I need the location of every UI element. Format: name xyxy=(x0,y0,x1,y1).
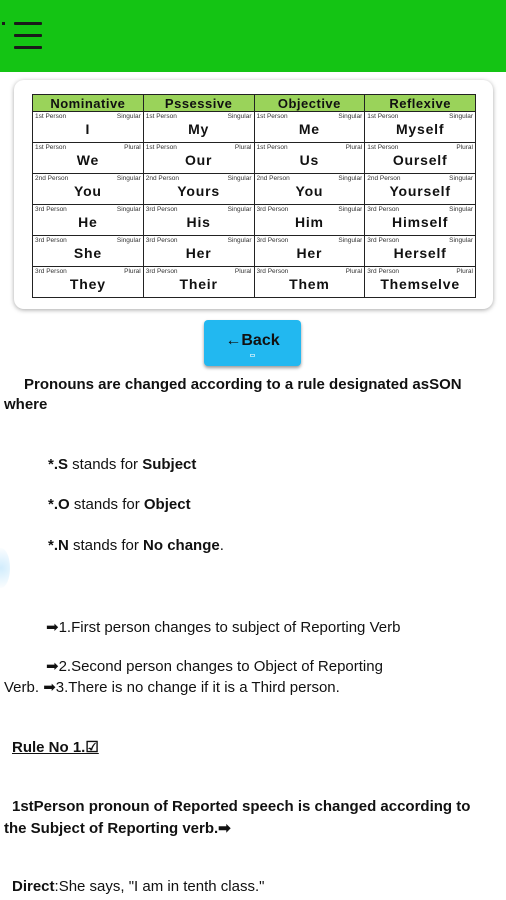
rule-o-prefix: *.O xyxy=(48,496,70,513)
pronoun-cell xyxy=(33,174,144,205)
cell-person-meta xyxy=(257,144,363,152)
cell-person-meta xyxy=(257,113,363,121)
table-row xyxy=(33,236,476,267)
cell-number: Singular xyxy=(338,175,363,182)
cell-person: 1st Person xyxy=(367,113,399,120)
pronoun-cell xyxy=(33,143,144,174)
cell-person-meta xyxy=(367,113,473,121)
cell-person-meta xyxy=(257,237,363,245)
pronoun-cell xyxy=(143,236,254,267)
intro-text-line2: where xyxy=(4,396,48,413)
cell-person: 3rd Person xyxy=(145,206,178,213)
cell-number: Singular xyxy=(338,237,363,244)
cell-pronoun: Himself xyxy=(392,214,449,230)
rule-o-word: Object xyxy=(143,496,191,513)
back-button-label: ←Back xyxy=(225,332,280,349)
cell-person-meta xyxy=(367,206,473,214)
table-header-row xyxy=(33,95,476,112)
cell-pronoun: Themselve xyxy=(380,276,460,292)
cell-person: 2nd Person xyxy=(367,175,401,182)
cell-person: 3rd Person xyxy=(35,237,67,244)
rule-n-prefix: *.N xyxy=(48,537,69,554)
cell-pronoun: We xyxy=(76,152,100,168)
cell-person: 3rd Person xyxy=(256,206,289,213)
cell-person: 2nd Person xyxy=(256,175,290,182)
pronoun-cell xyxy=(33,205,144,236)
cell-pronoun: Us xyxy=(299,152,320,168)
cell-person: 1st Person xyxy=(35,113,67,120)
rule-description-line1: 1stPerson pronoun of Reported speech is changed according to xyxy=(12,798,471,815)
column-header: Nominative xyxy=(33,95,144,112)
cell-number: Singular xyxy=(338,206,363,213)
rule-n-line xyxy=(48,537,224,554)
cell-number: Singular xyxy=(449,113,473,120)
pronoun-cell xyxy=(143,174,254,205)
cell-person-meta xyxy=(146,206,252,214)
cell-number: Singular xyxy=(116,237,141,244)
edge-glow xyxy=(0,548,10,588)
cell-pronoun: Them xyxy=(289,276,330,292)
cell-pronoun: He xyxy=(78,214,98,230)
pronoun-cell xyxy=(254,112,365,143)
pronoun-cell xyxy=(254,236,365,267)
keyboard-icon: ▭ xyxy=(249,353,256,359)
cell-number: Singular xyxy=(116,206,141,213)
table-row xyxy=(33,267,476,298)
cell-number: Plural xyxy=(345,144,363,151)
cell-pronoun: Herself xyxy=(393,245,447,261)
cell-person-meta xyxy=(35,237,141,245)
cell-pronoun: Yourself xyxy=(389,183,451,199)
cell-number: Singular xyxy=(227,206,252,213)
cell-number: Singular xyxy=(116,175,141,182)
pronoun-cell xyxy=(254,174,365,205)
pronoun-table xyxy=(32,94,476,298)
rule-n-suffix: . xyxy=(219,537,224,554)
rule-s-prefix: *.S xyxy=(48,456,69,473)
menu-dot xyxy=(2,22,5,25)
cell-number: Singular xyxy=(449,206,473,213)
cell-person-meta xyxy=(146,113,252,121)
pronoun-cell xyxy=(143,112,254,143)
pronoun-cell xyxy=(33,236,144,267)
cell-pronoun: His xyxy=(186,214,211,230)
cell-pronoun: Me xyxy=(298,121,320,137)
cell-person-meta xyxy=(35,268,141,276)
cell-pronoun: She xyxy=(73,245,102,261)
cell-pronoun: My xyxy=(188,121,210,137)
rule-n-mid: stands for xyxy=(68,537,144,554)
rule-s-line xyxy=(48,456,196,473)
cell-person: 1st Person xyxy=(367,144,399,151)
pronoun-cell xyxy=(33,112,144,143)
cell-pronoun: You xyxy=(73,183,102,199)
cell-person: 3rd Person xyxy=(256,237,289,244)
cell-person: 2nd Person xyxy=(145,175,179,182)
table-row xyxy=(33,174,476,205)
cell-pronoun: Their xyxy=(179,276,218,292)
cell-number: Plural xyxy=(124,268,141,275)
cell-number: Singular xyxy=(449,237,473,244)
cell-person: 3rd Person xyxy=(35,206,67,213)
cell-number: Singular xyxy=(227,237,252,244)
cell-pronoun: Her xyxy=(185,245,212,261)
cell-person: 3rd Person xyxy=(256,268,289,275)
cell-person-meta xyxy=(367,144,473,152)
cell-number: Singular xyxy=(227,175,252,182)
direct-text: :She says, "I am in tenth class." xyxy=(54,878,265,895)
cell-pronoun: Our xyxy=(184,152,213,168)
cell-pronoun: Her xyxy=(296,245,323,261)
cell-person: 2nd Person xyxy=(35,175,69,182)
cell-number: Plural xyxy=(345,268,363,275)
column-header: Pssessive xyxy=(143,95,254,112)
rule-description-line2: the Subject of Reporting verb.➡ xyxy=(4,820,231,837)
intro-text-line1: Pronouns are changed according to a rule designated asSON xyxy=(24,376,462,393)
cell-number: Plural xyxy=(234,268,252,275)
cell-person-meta xyxy=(146,175,252,183)
cell-number: Plural xyxy=(456,144,473,151)
table-row xyxy=(33,143,476,174)
hamburger-menu-icon[interactable] xyxy=(8,16,44,56)
cell-person-meta xyxy=(35,206,141,214)
cell-person-meta xyxy=(257,175,363,183)
back-button[interactable] xyxy=(204,320,301,366)
rule-o-mid: stands for xyxy=(69,496,144,513)
direct-label: Direct xyxy=(12,878,55,895)
cell-pronoun: Him xyxy=(294,214,324,230)
rule-point-1: ➡1.First person changes to subject of Reporting Verb xyxy=(46,619,401,636)
pronoun-cell xyxy=(143,205,254,236)
rule-s-word: Subject xyxy=(142,456,197,473)
rule-o-line xyxy=(48,496,191,513)
cell-number: Singular xyxy=(116,113,141,120)
cell-pronoun: Myself xyxy=(395,121,445,137)
cell-person: 1st Person xyxy=(256,144,288,151)
cell-person: 1st Person xyxy=(145,144,177,151)
pronoun-cell xyxy=(254,267,365,298)
rule-point-3: Verb. ➡3.There is no change if it is a Third person. xyxy=(4,679,340,696)
cell-number: Plural xyxy=(456,268,473,275)
cell-pronoun: Yours xyxy=(177,183,220,199)
cell-person: 1st Person xyxy=(145,113,177,120)
pronoun-cell xyxy=(143,267,254,298)
pronoun-cell xyxy=(365,236,476,267)
cell-person: 3rd Person xyxy=(367,268,400,275)
cell-person-meta xyxy=(257,268,363,276)
cell-person-meta xyxy=(146,144,252,152)
cell-number: Singular xyxy=(449,175,473,182)
pronoun-cell xyxy=(143,143,254,174)
cell-person: 1st Person xyxy=(256,113,288,120)
cell-person-meta xyxy=(367,268,473,276)
pronoun-cell xyxy=(365,205,476,236)
cell-person: 1st Person xyxy=(35,144,67,151)
pronoun-cell xyxy=(365,267,476,298)
pronoun-cell xyxy=(365,143,476,174)
cell-person-meta xyxy=(146,237,252,245)
table-row xyxy=(33,112,476,143)
direct-example xyxy=(12,878,264,895)
cell-person: 3rd Person xyxy=(367,237,400,244)
rule-s-mid: stands for xyxy=(68,456,143,473)
cell-pronoun: You xyxy=(295,183,324,199)
cell-number: Singular xyxy=(338,113,363,120)
cell-person-meta xyxy=(257,206,363,214)
cell-person: 3rd Person xyxy=(145,237,178,244)
cell-number: Singular xyxy=(227,113,252,120)
cell-person-meta xyxy=(35,144,141,152)
cell-pronoun: Ourself xyxy=(392,152,448,168)
cell-person-meta xyxy=(367,175,473,183)
pronoun-cell xyxy=(33,267,144,298)
cell-person: 3rd Person xyxy=(35,268,67,275)
column-header: Objective xyxy=(254,95,365,112)
table-row xyxy=(33,205,476,236)
cell-number: Plural xyxy=(124,144,141,151)
cell-pronoun: I xyxy=(85,121,91,137)
cell-person: 3rd Person xyxy=(367,206,400,213)
cell-number: Plural xyxy=(234,144,252,151)
rule-title: Rule No 1.☑ xyxy=(12,739,99,756)
column-header: Reflexive xyxy=(365,95,476,112)
cell-person-meta xyxy=(367,237,473,245)
rule-n-word: No change xyxy=(143,537,220,554)
pronoun-cell xyxy=(365,112,476,143)
cell-pronoun: They xyxy=(69,276,106,292)
cell-person: 3rd Person xyxy=(145,268,178,275)
cell-person-meta xyxy=(35,175,141,183)
rule-point-2: ➡2.Second person changes to Object of Reporting xyxy=(46,658,383,675)
pronoun-cell xyxy=(365,174,476,205)
pronoun-cell xyxy=(254,205,365,236)
pronoun-cell xyxy=(254,143,365,174)
cell-person-meta xyxy=(35,113,141,121)
app-bar xyxy=(0,0,506,72)
cell-person-meta xyxy=(146,268,252,276)
